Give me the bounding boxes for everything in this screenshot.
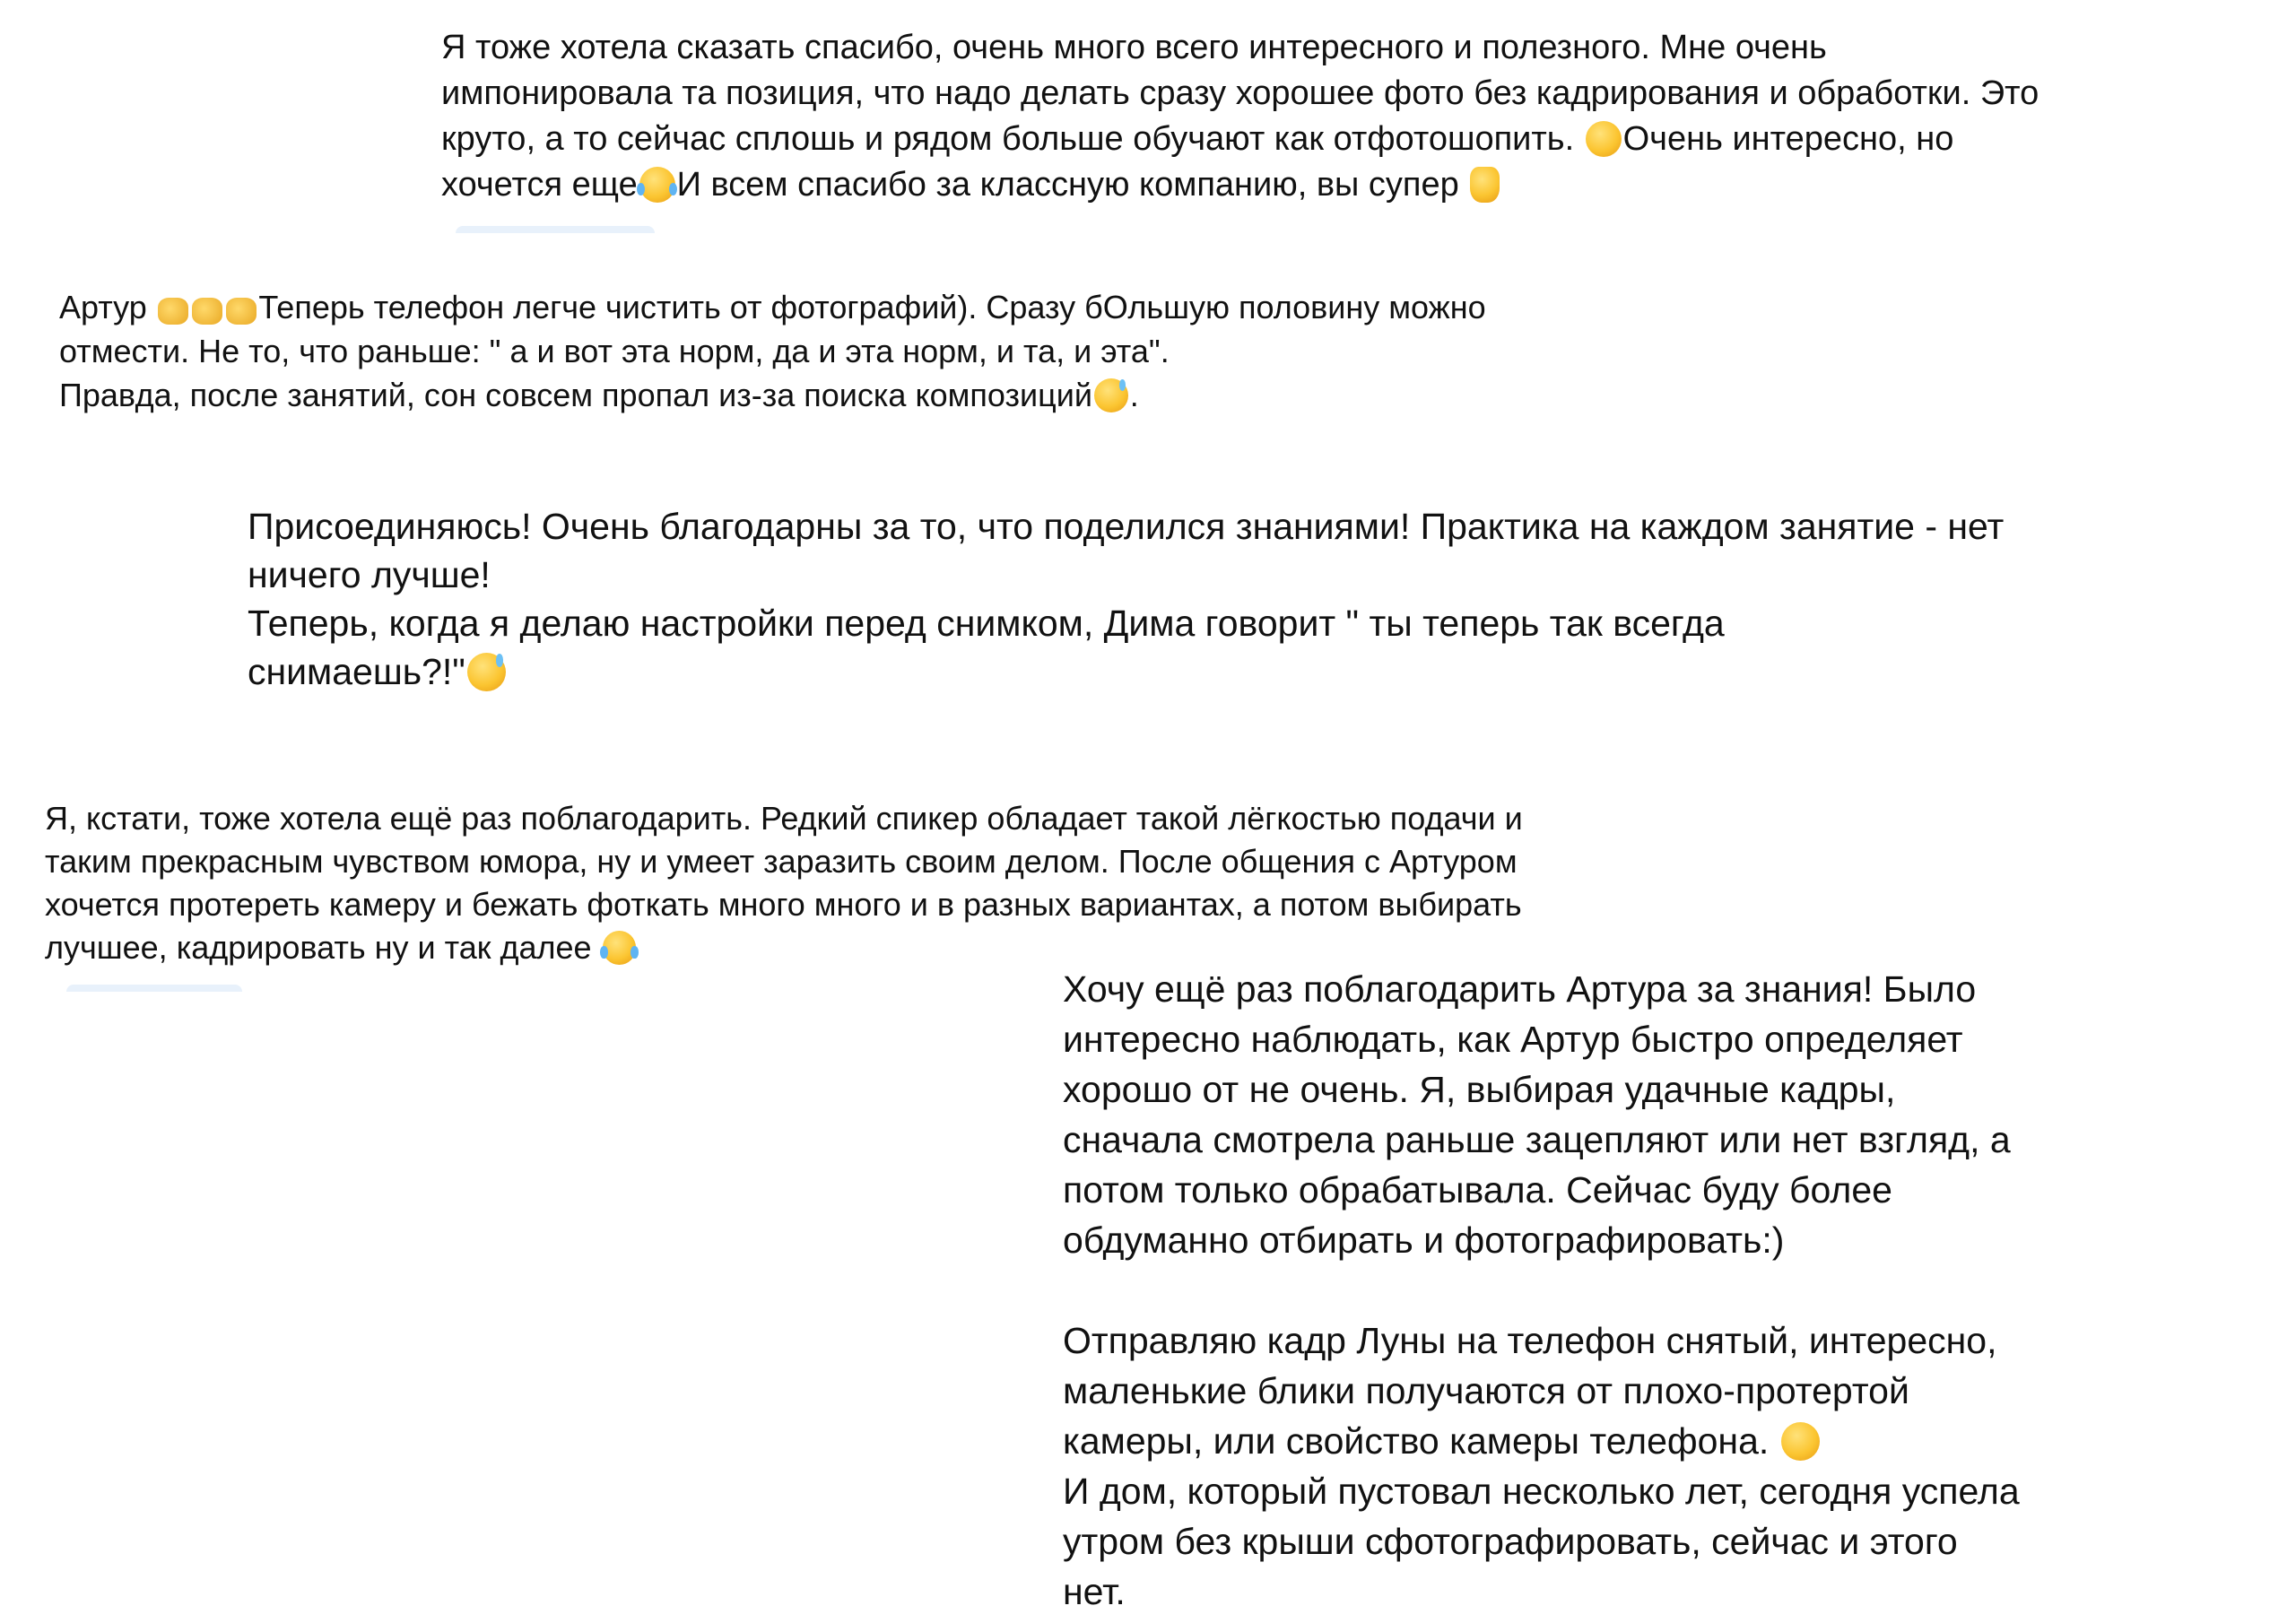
thumbs-up-emoji-icon bbox=[1470, 167, 1499, 203]
message-line bbox=[1063, 1466, 2020, 1516]
message-line bbox=[441, 25, 2039, 71]
message-line bbox=[1063, 1315, 2020, 1366]
message-text-segment: обдуманно отбирать и фотографировать:) bbox=[1063, 1219, 1785, 1261]
message-line bbox=[45, 926, 1523, 969]
reaction-bubble-edge bbox=[66, 985, 242, 992]
message-text-segment: ничего лучше! bbox=[248, 554, 491, 595]
message-line bbox=[441, 162, 2039, 208]
grinning-sweat-emoji-icon bbox=[467, 653, 506, 691]
message-line bbox=[1063, 1567, 2020, 1617]
message-line bbox=[45, 883, 1523, 926]
message-text-segment: И дом, который пустовал несколько лет, сегодня успела bbox=[1063, 1471, 2020, 1512]
message-text-segment: нет. bbox=[1063, 1571, 1126, 1612]
message-text-segment: хочется еще bbox=[441, 166, 638, 204]
message-text-5 bbox=[1063, 964, 2020, 1617]
message-text-segment: сначала смотрела раньше зацепляют или нет взгляд, а bbox=[1063, 1119, 2011, 1160]
message-line bbox=[248, 647, 2004, 696]
message-text-segment: И всем спасибо за классную компанию, вы супер bbox=[676, 166, 1469, 204]
message-text-segment: интересно наблюдать, как Артур быстро определяет bbox=[1063, 1019, 1963, 1060]
message-line bbox=[59, 285, 1486, 329]
message-text-segment: хочется протереть камеру и бежать фоткать много много и в разных вариантах, а потом выбирать bbox=[45, 886, 1522, 923]
reaction-bubble-edge bbox=[456, 226, 655, 233]
message-line bbox=[441, 117, 2039, 162]
message-text-1 bbox=[441, 25, 2039, 208]
message-text-segment: Очень интересно, но bbox=[1622, 120, 1954, 158]
message-line bbox=[248, 599, 2004, 647]
handshake-emoji-icon bbox=[192, 298, 222, 325]
message-line bbox=[45, 840, 1523, 883]
smiling-face-emoji-icon bbox=[1586, 121, 1622, 157]
message-line bbox=[59, 373, 1486, 417]
message-line bbox=[1063, 1165, 2020, 1215]
tears-of-joy-emoji-icon bbox=[639, 167, 675, 203]
message-line bbox=[1063, 1366, 2020, 1416]
message-text-segment: Теперь телефон легче чистить от фотографий). Сразу бОльшую половину можно bbox=[258, 289, 1486, 325]
message-text-3 bbox=[248, 502, 2004, 696]
message-text-segment: Я, кстати, тоже хотела ещё раз поблагодарить. Редкий спикер обладает такой лёгкостью подачи и bbox=[45, 800, 1523, 837]
message-line bbox=[1063, 1265, 2020, 1315]
message-line bbox=[441, 71, 2039, 117]
message-line bbox=[59, 329, 1486, 373]
message-text-segment: камеры, или свойство камеры телефона. bbox=[1063, 1420, 1779, 1462]
message-line bbox=[1063, 1215, 2020, 1265]
message-text-segment: . bbox=[1129, 377, 1139, 413]
message-line bbox=[1063, 964, 2020, 1014]
handshake-emoji-icon bbox=[158, 298, 188, 325]
message-line bbox=[1063, 1516, 2020, 1567]
message-line bbox=[1063, 1416, 2020, 1466]
message-text-segment: потом только обрабатывала. Сейчас буду более bbox=[1063, 1169, 1892, 1211]
message-text-segment: Отправляю кадр Луны на телефон снятый, интересно, bbox=[1063, 1320, 1997, 1361]
message-text-segment: круто, а то сейчас сплошь и рядом больше обучают как отфотошопить. bbox=[441, 120, 1584, 158]
message-line bbox=[1063, 1014, 2020, 1064]
message-text-segment: импонировала та позиция, что надо делать сразу хорошее фото без кадрирования и обработки. Это bbox=[441, 74, 2039, 112]
message-text-segment: отмести. Не то, что раньше: " а и вот эта норм, да и эта норм, и та, и эта". bbox=[59, 333, 1170, 369]
message-text-segment: Теперь, когда я делаю настройки перед снимком, Дима говорит " ты теперь так всегда bbox=[248, 603, 1725, 644]
message-text-segment: маленькие блики получаются от плохо-протертой bbox=[1063, 1370, 1909, 1411]
message-line bbox=[1063, 1115, 2020, 1165]
message-text-segment: хорошо от не очень. Я, выбирая удачные кадры, bbox=[1063, 1069, 1896, 1110]
message-text-2 bbox=[59, 285, 1486, 417]
message-text-segment: Присоединяюсь! Очень благодарны за то, что поделился знаниями! Практика на каждом занятие - нет bbox=[248, 506, 2005, 547]
message-text-segment: лучшее, кадрировать ну и так далее bbox=[45, 929, 601, 966]
message-text-segment: Правда, после занятий, сон совсем пропал из-за поиска композиций bbox=[59, 377, 1092, 413]
message-line bbox=[248, 502, 2004, 551]
message-line bbox=[45, 797, 1523, 840]
message-text-segment: Артур bbox=[59, 289, 156, 325]
grinning-sweat-emoji-icon bbox=[1094, 378, 1128, 412]
message-text-segment: утром без крыши сфотографировать, сейчас и этого bbox=[1063, 1521, 1958, 1562]
tears-of-joy-emoji-icon bbox=[603, 931, 637, 965]
grinning-face-emoji-icon bbox=[1781, 1422, 1820, 1461]
message-line bbox=[248, 551, 2004, 599]
message-text-segment: таким прекрасным чувством юмора, ну и умеет заразить своим делом. После общения с Артуром bbox=[45, 843, 1518, 880]
message-text-segment: Я тоже хотела сказать спасибо, очень много всего интересного и полезного. Мне очень bbox=[441, 29, 1827, 66]
message-text-segment: снимаешь?!" bbox=[248, 651, 465, 692]
message-text-4 bbox=[45, 797, 1523, 969]
handshake-emoji-icon bbox=[226, 298, 257, 325]
message-line bbox=[1063, 1064, 2020, 1115]
message-text-segment: Хочу ещё раз поблагодарить Артура за знания! Было bbox=[1063, 968, 1977, 1010]
